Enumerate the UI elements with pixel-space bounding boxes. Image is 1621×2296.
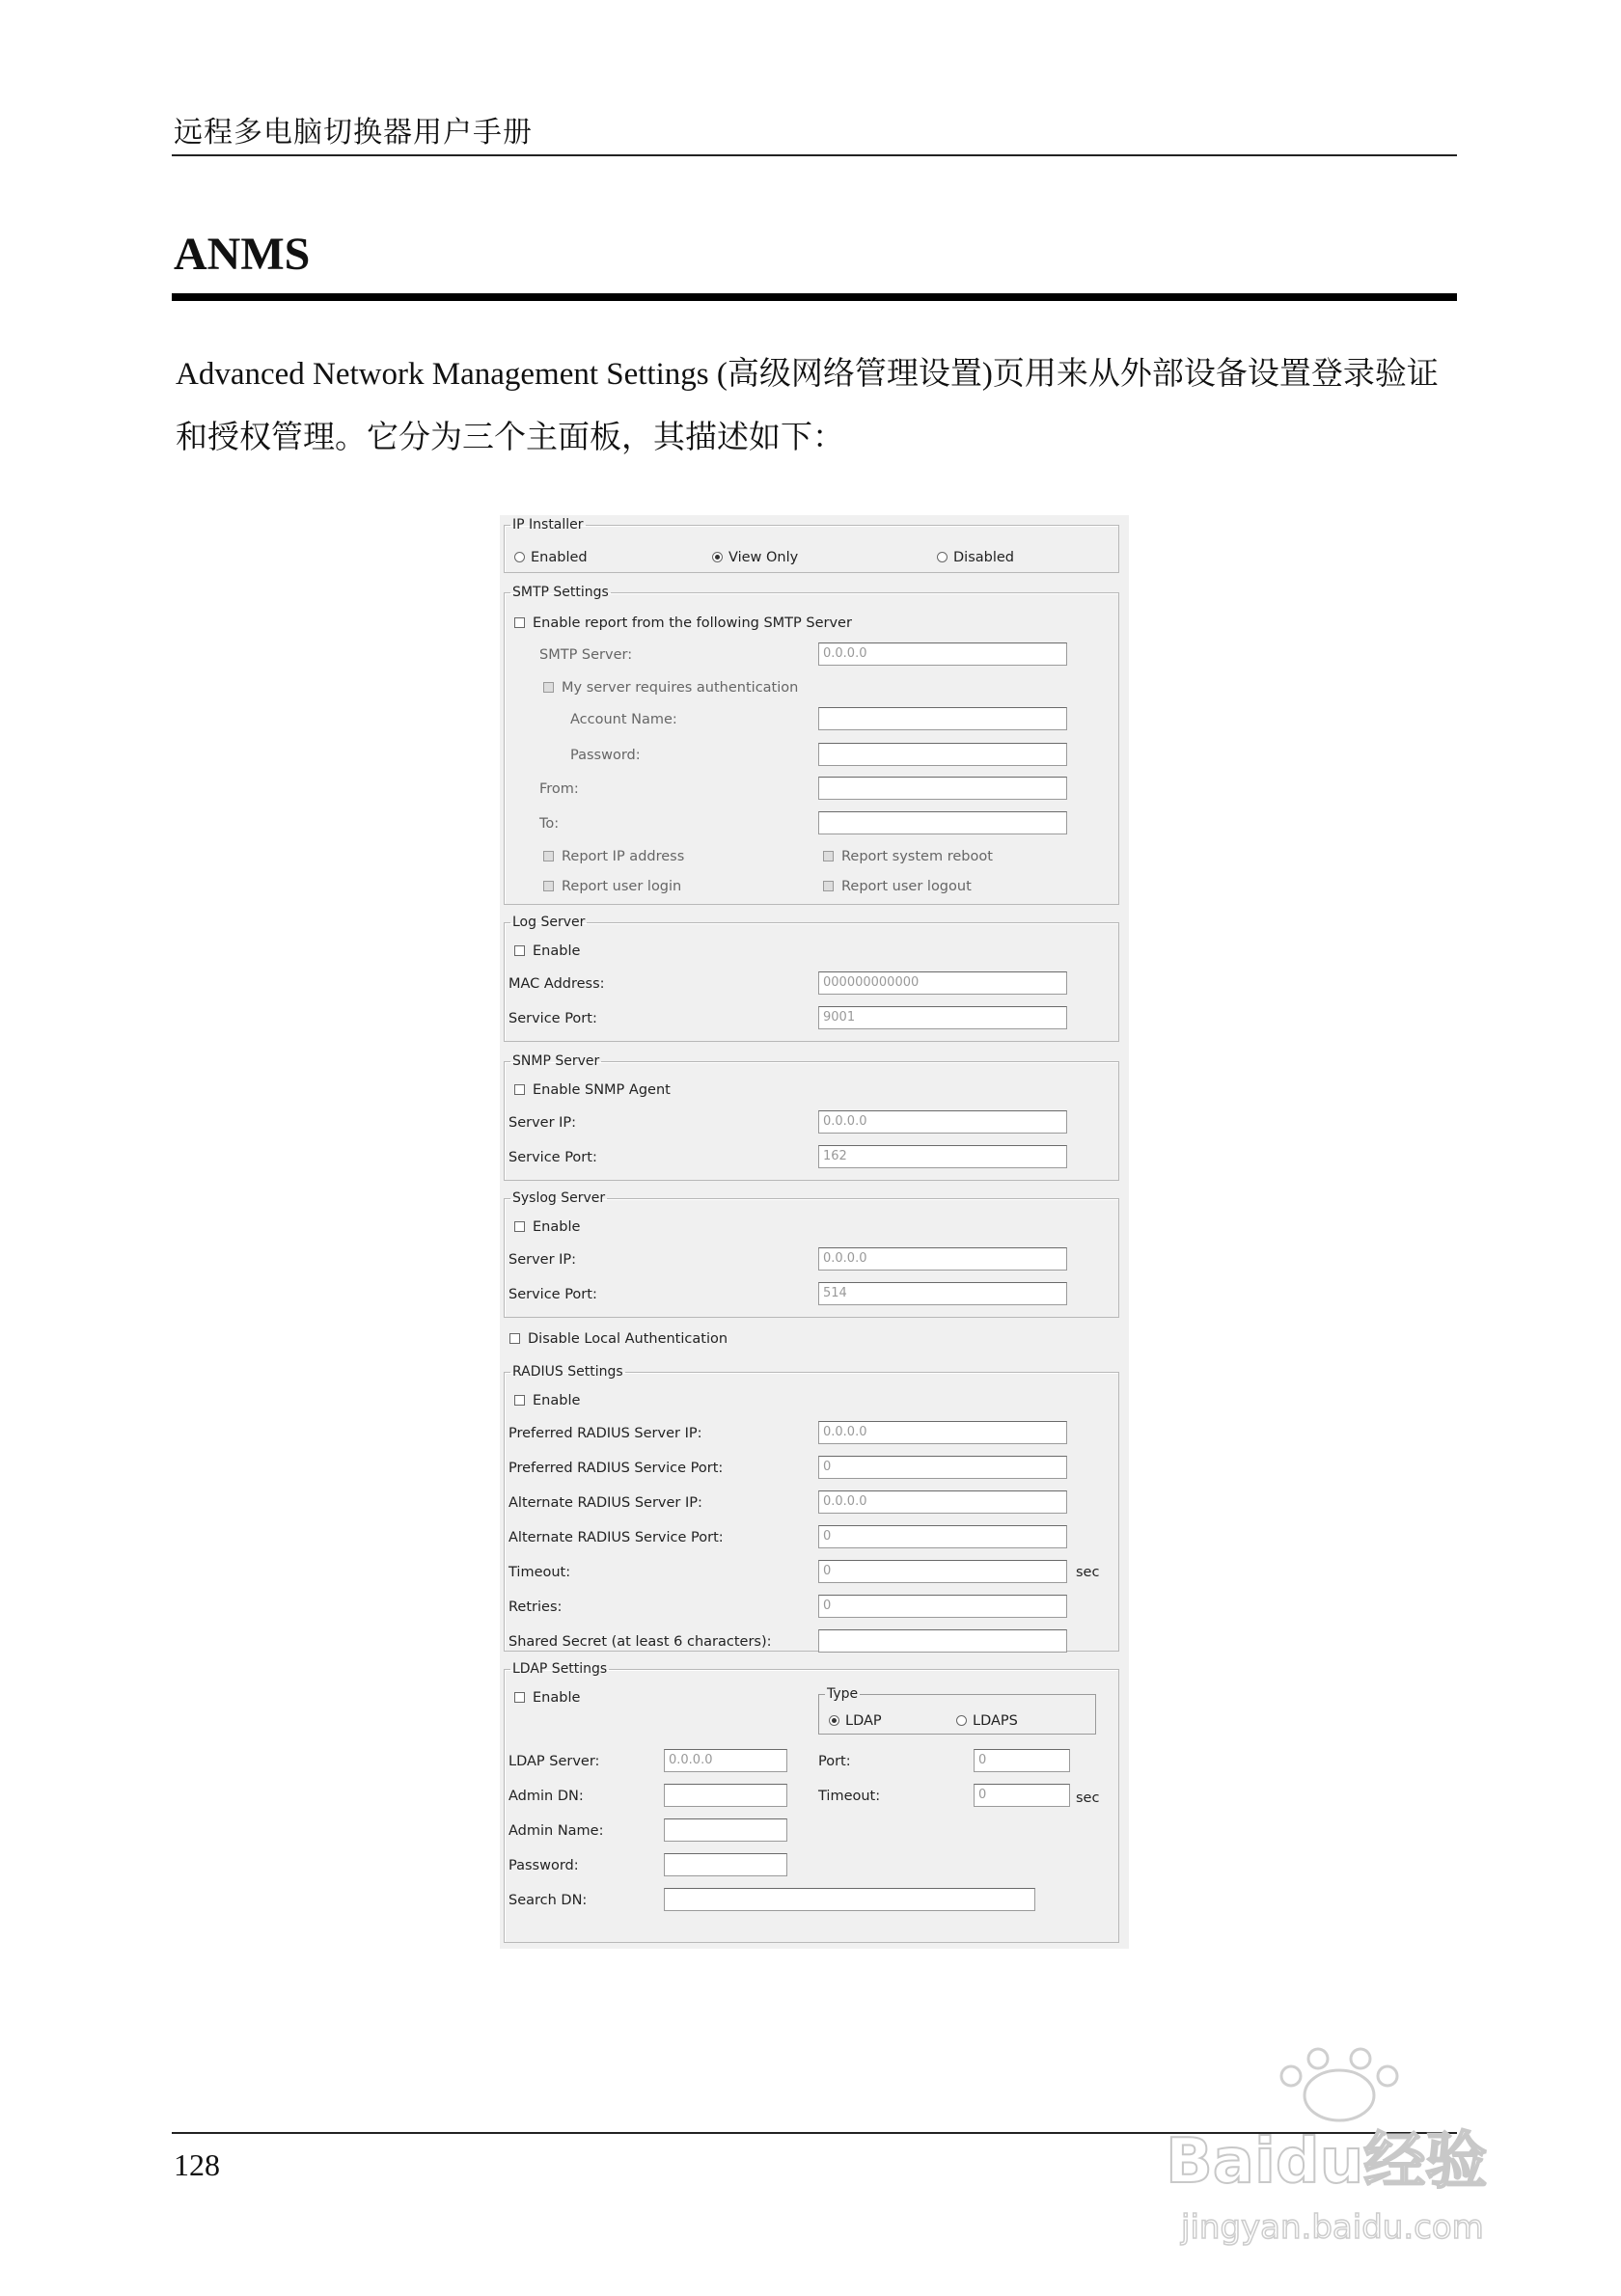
from-input[interactable] [818, 777, 1067, 800]
log-port-label: Service Port: [508, 1011, 597, 1026]
radio-disabled[interactable]: Disabled [937, 550, 1014, 565]
to-input[interactable] [818, 811, 1067, 834]
snmp-port-label: Service Port: [508, 1150, 597, 1165]
syslog-server-group [504, 1190, 1119, 1318]
snmp-port-input[interactable]: 162 [818, 1145, 1067, 1168]
ldap-enable-checkbox[interactable]: Enable [514, 1690, 580, 1706]
header-rule [172, 154, 1457, 156]
intro-paragraph: Advanced Network Management Settings (高级网络管理设置)页用来从外部设备设置登录验证和授权管理。它分为三个主面板，其描述如下： [176, 357, 1439, 455]
radius-settings-group [504, 1364, 1119, 1652]
radius-enable-checkbox[interactable]: Enable [514, 1393, 580, 1408]
admin-name-input[interactable] [664, 1818, 787, 1842]
checkbox-icon [823, 851, 834, 861]
log-port-input[interactable]: 9001 [818, 1006, 1067, 1029]
radius-timeout-input[interactable]: 0 [818, 1560, 1067, 1583]
alt-radius-ip-label: Alternate RADIUS Server IP: [508, 1495, 702, 1511]
radio-ldap[interactable]: LDAP [829, 1713, 882, 1729]
log-enable-checkbox[interactable]: Enable [514, 943, 580, 959]
password-label: Password: [570, 748, 641, 763]
baidu-watermark [1146, 2047, 1552, 2259]
account-name-input[interactable] [818, 707, 1067, 730]
alt-radius-ip-input[interactable]: 0.0.0.0 [818, 1490, 1067, 1514]
shared-secret-label: Shared Secret (at least 6 characters): [508, 1634, 772, 1650]
ldap-password-label: Password: [508, 1858, 579, 1873]
radio-ldaps[interactable]: LDAPS [956, 1713, 1018, 1729]
ldap-port-label: Port: [818, 1754, 851, 1769]
ldap-server-input[interactable]: 0.0.0.0 [664, 1749, 787, 1772]
radio-view-only[interactable]: View Only [712, 550, 798, 565]
checkbox-icon [823, 881, 834, 891]
report-reboot-checkbox[interactable]: Report system reboot [823, 849, 993, 864]
admin-name-label: Admin Name: [508, 1823, 604, 1839]
snmp-server-group [504, 1053, 1119, 1181]
syslog-ip-label: Server IP: [508, 1252, 577, 1268]
pref-radius-port-label: Preferred RADIUS Service Port: [508, 1461, 724, 1476]
ldap-type-group [818, 1686, 1096, 1735]
paw-icon [1281, 2049, 1397, 2120]
smtp-legend: SMTP Settings [512, 585, 609, 600]
mac-address-input[interactable]: 000000000000 [818, 971, 1067, 995]
ldap-password-input[interactable] [664, 1853, 787, 1876]
snmp-enable-checkbox[interactable]: Enable SNMP Agent [514, 1082, 671, 1098]
checkbox-icon [514, 1395, 525, 1406]
pref-radius-ip-label: Preferred RADIUS Server IP: [508, 1426, 702, 1441]
radio-icon [956, 1715, 967, 1726]
radio-icon [937, 552, 948, 562]
smtp-auth-checkbox[interactable]: My server requires authentication [543, 680, 798, 696]
disable-local-auth-checkbox[interactable]: Disable Local Authentication [509, 1331, 728, 1347]
syslog-port-label: Service Port: [508, 1287, 597, 1302]
search-dn-input[interactable] [664, 1888, 1035, 1911]
section-title: ANMS [174, 229, 311, 280]
syslog-legend: Syslog Server [512, 1190, 606, 1206]
running-header: 远程多电脑切换器用户手册 [174, 116, 533, 150]
from-label: From: [539, 781, 579, 797]
title-rule [172, 293, 1457, 301]
snmp-ip-input[interactable]: 0.0.0.0 [818, 1110, 1067, 1134]
admin-dn-label: Admin DN: [508, 1789, 584, 1804]
report-ip-checkbox[interactable]: Report IP address [543, 849, 684, 864]
anms-settings-screenshot [500, 515, 1129, 1949]
smtp-server-input[interactable]: 0.0.0.0 [818, 642, 1067, 666]
ldap-timeout-label: Timeout: [818, 1789, 881, 1804]
radius-retries-label: Retries: [508, 1599, 563, 1615]
radius-legend: RADIUS Settings [512, 1364, 623, 1380]
radius-timeout-label: Timeout: [508, 1565, 571, 1580]
ldap-port-input[interactable]: 0 [974, 1749, 1070, 1772]
checkbox-icon [514, 1084, 525, 1095]
ldap-timeout-input[interactable]: 0 [974, 1784, 1070, 1807]
checkbox-icon [543, 682, 554, 693]
to-label: To: [539, 816, 560, 832]
ip-installer-group [504, 517, 1119, 573]
smtp-enable-checkbox[interactable]: Enable report from the following SMTP Server [514, 615, 852, 631]
report-login-checkbox[interactable]: Report user login [543, 879, 681, 894]
watermark-url: jingyan.baidu.com [1181, 2208, 1484, 2247]
radio-selected-icon [712, 552, 723, 562]
ldap-settings-group [504, 1661, 1119, 1943]
shared-secret-input[interactable] [818, 1629, 1067, 1653]
pref-radius-ip-input[interactable]: 0.0.0.0 [818, 1421, 1067, 1444]
page-number: 128 [174, 2147, 220, 2182]
ldap-timeout-unit: sec [1076, 1790, 1100, 1806]
account-name-label: Account Name: [570, 712, 677, 727]
checkbox-icon [514, 945, 525, 956]
radius-retries-input[interactable]: 0 [818, 1595, 1067, 1618]
checkbox-icon [509, 1333, 520, 1344]
checkbox-icon [514, 1221, 525, 1232]
watermark-brand: Baidu经验 [1166, 2126, 1488, 2198]
snmp-legend: SNMP Server [512, 1053, 600, 1069]
search-dn-label: Search DN: [508, 1893, 588, 1908]
radio-selected-icon [829, 1715, 839, 1726]
checkbox-icon [514, 617, 525, 628]
checkbox-icon [543, 881, 554, 891]
report-logout-checkbox[interactable]: Report user logout [823, 879, 972, 894]
syslog-ip-input[interactable]: 0.0.0.0 [818, 1247, 1067, 1271]
radius-timeout-unit: sec [1076, 1565, 1100, 1580]
ldap-server-label: LDAP Server: [508, 1754, 600, 1769]
radio-enabled[interactable]: Enabled [514, 550, 588, 565]
log-server-group [504, 915, 1119, 1042]
radio-icon [514, 552, 525, 562]
alt-radius-port-label: Alternate RADIUS Service Port: [508, 1530, 724, 1545]
smtp-server-label: SMTP Server: [539, 647, 633, 663]
snmp-ip-label: Server IP: [508, 1115, 577, 1131]
password-input[interactable] [818, 743, 1067, 766]
ip-installer-legend: IP Installer [512, 517, 584, 533]
log-server-legend: Log Server [512, 915, 586, 930]
admin-dn-input[interactable] [664, 1784, 787, 1807]
alt-radius-port-input[interactable]: 0 [818, 1525, 1067, 1548]
ldap-type-legend: Type [827, 1686, 859, 1702]
syslog-port-input[interactable]: 514 [818, 1282, 1067, 1305]
checkbox-icon [543, 851, 554, 861]
checkbox-icon [514, 1692, 525, 1703]
mac-address-label: MAC Address: [508, 976, 605, 992]
pref-radius-port-input[interactable]: 0 [818, 1456, 1067, 1479]
ldap-legend: LDAP Settings [512, 1661, 608, 1677]
syslog-enable-checkbox[interactable]: Enable [514, 1219, 580, 1235]
smtp-settings-group [504, 585, 1119, 905]
